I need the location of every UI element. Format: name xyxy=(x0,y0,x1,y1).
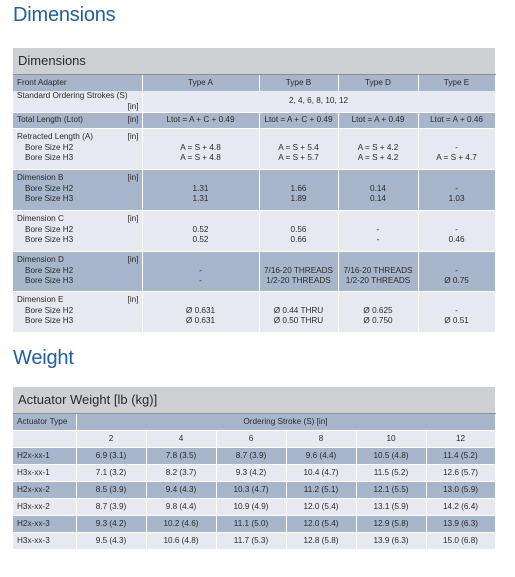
unit-label: [in] xyxy=(127,255,139,264)
retracted-type-d-h3: A = S + 4.2 xyxy=(357,153,399,162)
dim-d-type-e-h3: Ø 0.75 xyxy=(444,276,469,285)
retracted-type-b-h2: A = S + 5.4 xyxy=(278,142,319,152)
retracted-type-e-h2: - xyxy=(455,142,458,152)
actuator-type-header: Actuator Type xyxy=(13,414,76,431)
actuator-type-cell: H2x-xx-3 xyxy=(13,516,76,533)
weight-header-row xyxy=(13,414,495,431)
weight-cell: 10.4 (4.7) xyxy=(286,465,356,482)
dim-d-type-b-h3: 1/2-20 THREADS xyxy=(266,276,331,285)
stroke-4: 4 xyxy=(146,431,216,448)
type-d-header: Type D xyxy=(338,75,418,92)
dim-d-type-a-h3: - xyxy=(199,276,202,285)
dim-b-type-a-h3: 1.31 xyxy=(192,194,209,203)
bore-size-h3-label: Bore Size H3 xyxy=(25,153,74,162)
dim-d-type-b-h2: 7/16-20 THREADS xyxy=(263,265,334,275)
dim-c-type-d-h3: - xyxy=(376,235,380,244)
stroke-8: 8 xyxy=(286,431,356,448)
retracted-length-row xyxy=(13,129,495,170)
weight-cell: 11.1 (5.0) xyxy=(216,516,286,533)
unit-label: [in] xyxy=(127,101,139,111)
retracted-type-b-h3: A = S + 5.7 xyxy=(278,153,319,162)
weight-cell: 8.7 (3.9) xyxy=(216,448,286,465)
unit-label: [in] xyxy=(127,214,139,223)
weight-cell: 13.9 (6.3) xyxy=(426,516,495,533)
unit-label: [in] xyxy=(127,132,139,141)
actuator-type-cell: H2x-xx-1 xyxy=(13,448,76,465)
weight-cell: 12.0 (5.4) xyxy=(286,516,356,533)
unit-label: [in] xyxy=(127,173,139,182)
dim-b-type-b-h2: 1.66 xyxy=(290,183,307,193)
weight-cell: 12.6 (5.7) xyxy=(426,465,495,482)
weight-cell: 12.9 (5.8) xyxy=(356,516,426,533)
dimensions-table-title: Dimensions xyxy=(13,48,495,75)
dimension-e-label: Dimension E xyxy=(17,295,64,304)
dim-b-type-d-h2: 0.14 xyxy=(370,183,386,193)
weight-table-title: Actuator Weight [lb (kg)] xyxy=(13,387,495,414)
weight-cell: 12.1 (5.5) xyxy=(356,482,426,499)
dimensions-section-title: Dimensions xyxy=(13,4,116,26)
retracted-type-a-h3: A = S + 4.8 xyxy=(180,153,221,162)
weight-cell: 13.1 (5.9) xyxy=(356,499,426,516)
dim-c-type-a-h2: 0.52 xyxy=(192,224,209,234)
type-e-header: Type E xyxy=(418,75,495,92)
table-row xyxy=(13,448,495,465)
weight-cell: 9.4 (4.3) xyxy=(146,482,216,499)
dimension-c-label: Dimension C xyxy=(17,214,64,223)
weight-cell: 10.5 (4.8) xyxy=(356,448,426,465)
total-length-type-d: Ltot = A + 0.49 xyxy=(338,113,418,129)
dimension-d-label: Dimension D xyxy=(17,255,64,264)
front-adapter-header: Front Adapter xyxy=(13,75,142,92)
type-b-header: Type B xyxy=(259,75,338,92)
weight-cell: 10.6 (4.8) xyxy=(146,533,216,550)
actuator-type-cell: H3x-xx-2 xyxy=(13,499,76,516)
standard-strokes-label: Standard Ordering Strokes (S) xyxy=(17,91,128,100)
weight-cell: 7.1 (3.2) xyxy=(76,465,146,482)
dim-c-type-b-h2: 0.56 xyxy=(290,224,307,234)
bore-size-h3-label: Bore Size H3 xyxy=(25,194,74,203)
bore-size-h2-label: Bore Size H2 xyxy=(25,142,74,152)
dim-c-type-d-h2: - xyxy=(376,224,380,234)
total-length-type-e: Ltot = A + 0.46 xyxy=(418,113,495,129)
table-row xyxy=(13,465,495,482)
weight-cell: 11.7 (5.3) xyxy=(216,533,286,550)
dim-e-type-d-h2: Ø 0.625 xyxy=(363,305,393,315)
weight-cell: 8.5 (3.9) xyxy=(76,482,146,499)
weight-cell: 8.2 (3.7) xyxy=(146,465,216,482)
dimension-c-row xyxy=(13,211,495,252)
unit-label: [in] xyxy=(127,295,139,304)
stroke-12: 12 xyxy=(426,431,495,448)
total-length-label: Total Length (Ltot) xyxy=(17,115,83,125)
dim-c-type-e-h2: - xyxy=(455,224,458,234)
dimension-b-row xyxy=(13,170,495,211)
dim-d-type-a-h2: - xyxy=(199,265,202,275)
weight-cell: 9.5 (4.3) xyxy=(76,533,146,550)
weight-cell: 10.9 (4.9) xyxy=(216,499,286,516)
dim-c-type-e-h3: 0.46 xyxy=(448,235,465,244)
table-row xyxy=(13,482,495,499)
weight-cell: 15.0 (6.8) xyxy=(426,533,495,550)
dimension-d-row xyxy=(13,252,495,292)
retracted-type-d-h2: A = S + 4.2 xyxy=(357,142,399,152)
table-row xyxy=(13,516,495,533)
dim-e-type-e-h2: - xyxy=(455,305,458,315)
dim-c-type-a-h3: 0.52 xyxy=(192,235,209,244)
weight-cell: 11.2 (5.1) xyxy=(286,482,356,499)
weight-cell: 12.8 (5.8) xyxy=(286,533,356,550)
total-length-type-b: Ltot = A + C + 0.49 xyxy=(259,113,338,129)
dim-d-type-d-h2: 7/16-20 THREADS xyxy=(343,265,413,275)
dim-e-type-b-h3: Ø 0.50 THRU xyxy=(273,316,324,325)
weight-cell: 10.3 (4.7) xyxy=(216,482,286,499)
standard-strokes-value: 2, 4, 6, 8, 10, 12 xyxy=(142,91,495,113)
dim-e-type-e-h3: Ø 0.51 xyxy=(444,316,469,325)
retracted-type-a-h2: A = S + 4.8 xyxy=(180,142,221,152)
dim-d-type-e-h2: - xyxy=(455,265,458,275)
weight-cell: 7.8 (3.5) xyxy=(146,448,216,465)
weight-cell: 14.2 (6.4) xyxy=(426,499,495,516)
bore-size-h2-label: Bore Size H2 xyxy=(25,224,74,234)
dim-e-type-a-h3: Ø 0.631 xyxy=(185,316,216,325)
bore-size-h2-label: Bore Size H2 xyxy=(25,305,74,315)
total-length-type-a: Ltot = A + C + 0.49 xyxy=(142,113,259,129)
bore-size-h3-label: Bore Size H3 xyxy=(25,235,74,244)
weight-cell: 8.7 (3.9) xyxy=(76,499,146,516)
bore-size-h2-label: Bore Size H2 xyxy=(25,183,74,193)
total-length-row xyxy=(13,113,495,129)
unit-label: [in] xyxy=(127,115,139,125)
weight-cell: 9.8 (4.4) xyxy=(146,499,216,516)
type-a-header: Type A xyxy=(142,75,259,92)
dim-b-type-d-h3: 0.14 xyxy=(370,194,386,203)
weight-cell: 9.3 (4.2) xyxy=(216,465,286,482)
table-row xyxy=(13,499,495,516)
actuator-type-cell: H3x-xx-1 xyxy=(13,465,76,482)
stroke-10: 10 xyxy=(356,431,426,448)
weight-cell: 13.0 (5.9) xyxy=(426,482,495,499)
weight-section-title: Weight xyxy=(13,347,74,369)
stroke-values-row xyxy=(13,431,495,448)
dim-b-type-a-h2: 1.31 xyxy=(192,183,209,193)
dim-e-type-d-h3: Ø 0.750 xyxy=(363,316,393,325)
dimension-e-row xyxy=(13,292,495,333)
weight-cell: 9.6 (4.4) xyxy=(286,448,356,465)
ordering-stroke-header: Ordering Stroke (S) [in] xyxy=(76,414,495,431)
stroke-6: 6 xyxy=(216,431,286,448)
dim-d-type-d-h3: 1/2-20 THREADS xyxy=(345,276,411,285)
weight-cell: 9.3 (4.2) xyxy=(76,516,146,533)
dimension-b-label: Dimension B xyxy=(17,173,64,182)
retracted-length-label: Retracted Length (A) xyxy=(17,132,94,141)
weight-cell: 6.9 (3.1) xyxy=(76,448,146,465)
bore-size-h2-label: Bore Size H2 xyxy=(25,265,74,275)
actuator-type-cell: H3x-xx-3 xyxy=(13,533,76,550)
weight-cell: 11.4 (5.2) xyxy=(426,448,495,465)
actuator-type-cell: H2x-xx-2 xyxy=(13,482,76,499)
weight-cell: 10.2 (4.6) xyxy=(146,516,216,533)
dim-b-type-e-h2: - xyxy=(455,183,458,193)
dim-b-type-b-h3: 1.89 xyxy=(290,194,307,203)
weight-cell: 12.0 (5.4) xyxy=(286,499,356,516)
weight-table xyxy=(13,387,496,550)
dim-c-type-b-h3: 0.66 xyxy=(290,235,307,244)
dim-b-type-e-h3: 1.03 xyxy=(448,194,465,203)
dimensions-table xyxy=(13,48,496,333)
dim-e-type-a-h2: Ø 0.631 xyxy=(185,305,216,315)
weight-cell: 11.5 (5.2) xyxy=(356,465,426,482)
stroke-2: 2 xyxy=(76,431,146,448)
weight-cell: 13.9 (6.3) xyxy=(356,533,426,550)
retracted-type-e-h3: A = S + 4.7 xyxy=(436,153,477,162)
table-row xyxy=(13,533,495,550)
bore-size-h3-label: Bore Size H3 xyxy=(25,316,74,325)
standard-strokes-row xyxy=(13,91,495,113)
dim-e-type-b-h2: Ø 0.44 THRU xyxy=(273,305,324,315)
dimensions-header-row xyxy=(13,75,495,92)
bore-size-h3-label: Bore Size H3 xyxy=(25,276,74,285)
